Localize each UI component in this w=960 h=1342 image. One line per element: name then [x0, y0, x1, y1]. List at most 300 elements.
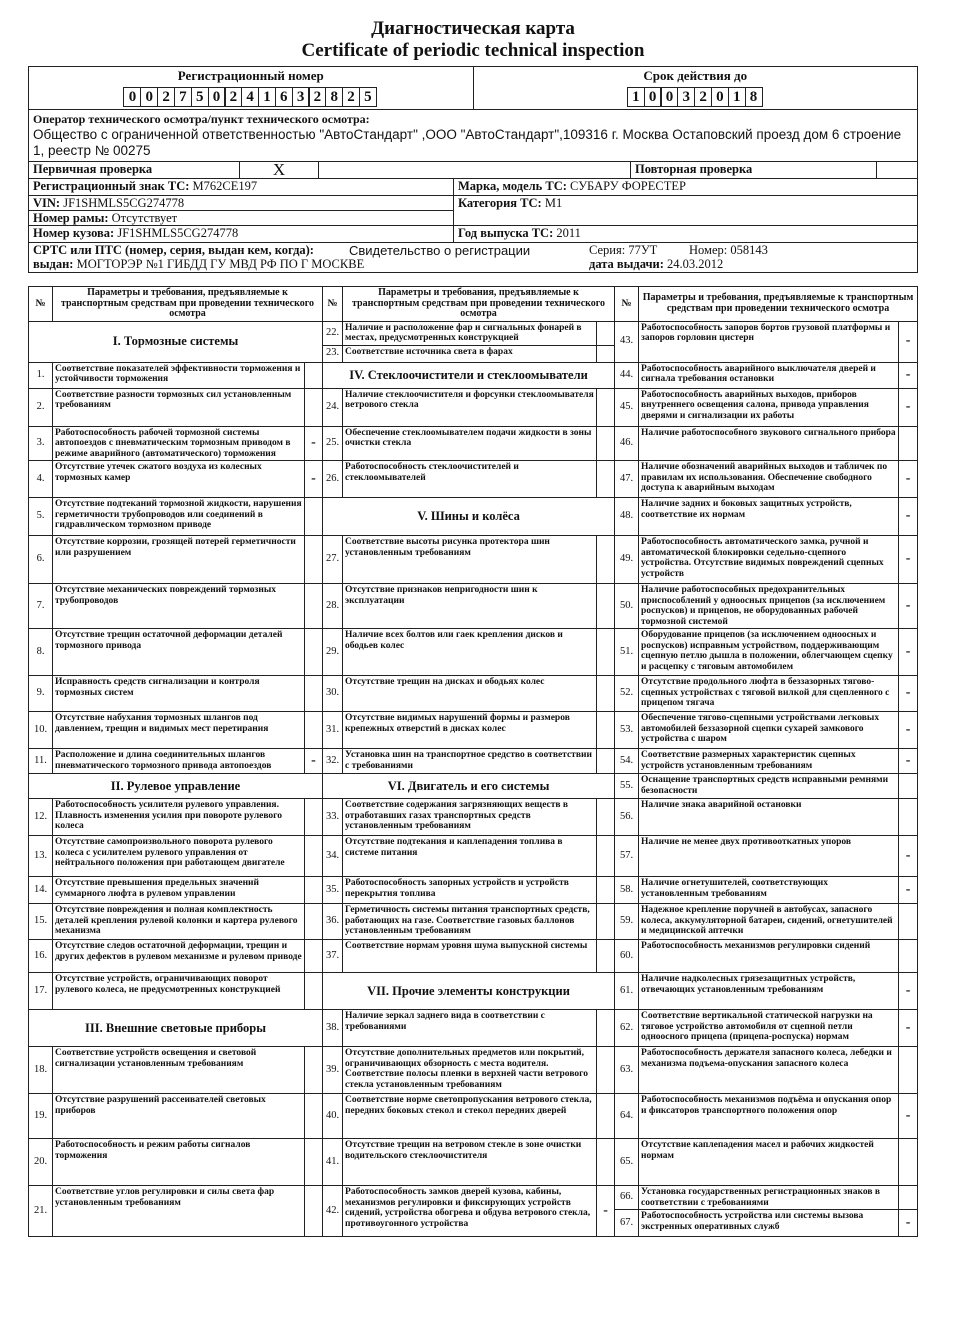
item-text: Обеспечение стеклоомывателем подачи жидкости в зоны очистки стекла [343, 426, 597, 461]
item-number: 32. [323, 749, 343, 774]
item-text: Соответствие устройств освещения и световой сигнализации установленным требованиям [53, 1047, 305, 1094]
section-title: II. Рулевое управление [29, 774, 323, 799]
item-number: 16. [29, 940, 53, 973]
category-label: Категория ТС: [458, 196, 542, 210]
item-text: Отсутствие самопроизвольного поворота рулевого колеса с усилителем рулевого управления от нейтрального положения при работающем двигателе [53, 836, 305, 877]
vehicle-row-3 [28, 226, 918, 243]
issue-date-label: дата выдачи: [589, 257, 664, 271]
item-number: 28. [323, 584, 343, 629]
item-result [597, 426, 615, 461]
item-text: Работоспособность устройства или системы вызова экстренных оперативных служб [639, 1210, 899, 1237]
item-result: - [899, 629, 918, 676]
item-number: 7. [29, 584, 53, 629]
item-number: 2. [29, 388, 53, 426]
item-number: 52. [615, 676, 639, 712]
item-number: 25. [323, 426, 343, 461]
item-number: 23. [323, 345, 343, 362]
item-result [305, 536, 323, 584]
item-number: 50. [615, 584, 639, 629]
item-text: Установка шин на транспортное средство в соответствии с требованиями [343, 749, 597, 774]
item-text: Соответствие углов регулировки и силы света фар установленным требованиям [53, 1186, 305, 1237]
header-params: Параметры и требования, предъявляемые к транспортным средствам при проведении технического осмотра [53, 287, 323, 322]
item-number: 35. [323, 877, 343, 904]
item-text: Отсутствие превышения предельных значений суммарного люфта в рулевом управлении [53, 877, 305, 904]
registration-label: Регистрационный номер [177, 68, 324, 83]
table-row [29, 749, 918, 774]
item-number: 63. [615, 1047, 639, 1094]
item-number: 17. [29, 973, 53, 1010]
item-text: Отсутствие набухания тормозных шлангов под давлением, трещин и видимых мест перетирания [53, 712, 305, 749]
item-result: - [305, 749, 323, 774]
title-en: Certificate of periodic technical inspection [301, 40, 645, 61]
operator-block [28, 110, 918, 162]
plate-value: М762СЕ197 [192, 179, 258, 193]
repeat-check-box [877, 162, 917, 178]
item-result [597, 321, 615, 345]
registration-digit-3: 7 [174, 87, 192, 107]
validity-digit-0: 1 [627, 87, 645, 107]
table-row [29, 940, 918, 973]
item-number: 29. [323, 629, 343, 676]
item-result [899, 774, 918, 799]
item-result [305, 388, 323, 426]
item-result [899, 1186, 918, 1210]
operator-text: Общество с ограниченной ответственностью "АвтоСтандарт" ,ООО "АвтоСтандарт",109316 г. Москва Остаповский проезд дом 6 строение 1, реестр № 00275 [33, 127, 902, 158]
item-result [597, 1047, 615, 1094]
item-result [305, 904, 323, 940]
section-title: VII. Прочие элементы конструкции [323, 973, 615, 1010]
series-label: Серия: [589, 243, 626, 257]
item-result [899, 799, 918, 836]
item-number: 5. [29, 498, 53, 536]
item-result: - [899, 461, 918, 498]
item-text: Отсутствие механических повреждений тормозных трубопроводов [53, 584, 305, 629]
item-result [597, 712, 615, 749]
item-text: Отсутствие видимых нарушений формы и размеров крепежных отверстий в дисках колес [343, 712, 597, 749]
item-number: 41. [323, 1139, 343, 1186]
document-label: СРТС или ПТС (номер, серия, выдан кем, когда): [33, 243, 314, 257]
inspection-table [28, 286, 918, 1237]
spacer [319, 162, 631, 178]
body-label: Номер кузова: [33, 226, 115, 240]
item-text: Наличие всех болтов или гаек крепления дисков и ободьев колес [343, 629, 597, 676]
item-text: Отсутствие каплепадения масел и рабочих жидкостей нормам [639, 1139, 899, 1186]
item-result [597, 799, 615, 836]
item-result [305, 836, 323, 877]
section-title: V. Шины и колёса [323, 498, 615, 536]
item-text: Работоспособность аварийных выходов, приборов внутреннего освещения салона, привода управления дверями и сигнализации их работы [639, 388, 899, 426]
validity-digit-1: 0 [644, 87, 662, 107]
item-number: 64. [615, 1094, 639, 1139]
item-text: Оборудование прицепов (за исключением одноосных и роспусков) исправным устройством, поддерживающим сцепную петлю дышла в положении, облегчающем сцепку и расцепку с тяговым автомобилем [639, 629, 899, 676]
item-number: 47. [615, 461, 639, 498]
registration-digit-1: 0 [140, 87, 158, 107]
item-number: 31. [323, 712, 343, 749]
validity-digit-3: 3 [677, 87, 695, 107]
item-number: 12. [29, 799, 53, 836]
table-row [29, 1139, 918, 1186]
item-number: 46. [615, 426, 639, 461]
number-label: Номер: [689, 243, 728, 257]
item-result [597, 749, 615, 774]
registration-digit-6: 2 [224, 87, 242, 107]
operator-label: Оператор технического осмотра/пункт технического осмотра: [33, 112, 370, 126]
item-result [899, 940, 918, 973]
item-number: 6. [29, 536, 53, 584]
item-number: 18. [29, 1047, 53, 1094]
table-row [29, 1047, 918, 1094]
item-result [597, 940, 615, 973]
vin-label: VIN: [33, 196, 61, 210]
item-result [899, 904, 918, 940]
table-row [29, 1094, 918, 1139]
item-text: Отсутствие разрушений рассеивателей световых приборов [53, 1094, 305, 1139]
header-params: Параметры и требования, предъявляемые к транспортным средствам при проведении технического осмотра [639, 287, 918, 322]
item-result [305, 676, 323, 712]
table-row [29, 362, 918, 388]
item-number: 11. [29, 749, 53, 774]
table-row [29, 629, 918, 676]
item-text: Отсутствие трещин на дисках и ободьях колес [343, 676, 597, 712]
item-text: Работоспособность аварийного выключателя дверей и сигнала требования остановки [639, 362, 899, 388]
item-text: Наличие не менее двух противооткатных упоров [639, 836, 899, 877]
item-text: Работоспособность рабочей тормозной системы автопоездов с пневматическим тормозным приводом в режиме аварийного (автоматического) торможения [53, 426, 305, 461]
item-text: Наличие стеклоочистителя и форсунки стеклоомывателя ветрового стекла [343, 388, 597, 426]
validity-date [473, 67, 918, 109]
item-number: 3. [29, 426, 53, 461]
item-text: Работоспособность держателя запасного колеса, лебедки и механизма подъема-опускания запасного колеса [639, 1047, 899, 1094]
item-text: Соответствие вертикальной статической нагрузки на тяговое устройство автомобиля от сцепной петли одноосного прицепа (прицепа-роспуска) нормам [639, 1010, 899, 1047]
item-number: 54. [615, 749, 639, 774]
body-value: JF1SHMLS5CG274778 [117, 226, 239, 240]
registration-digit-11: 2 [308, 87, 326, 107]
item-text: Наличие обозначений аварийных выходов и табличек по правилам их использования. Обеспечение свободного доступа к аварийным выходам [639, 461, 899, 498]
issue-date: 24.03.2012 [667, 257, 724, 271]
item-result [597, 904, 615, 940]
item-number: 34. [323, 836, 343, 877]
number-value: 058143 [730, 243, 768, 257]
validity-digit-7: 8 [745, 87, 763, 107]
inspection-type-row [28, 162, 918, 179]
section-title: IV. Стеклоочистители и стеклоомыватели [323, 362, 615, 388]
frame-value: Отсутствует [111, 211, 178, 225]
item-text: Соответствие норме светопропускания ветрового стекла, передних боковых стекол и стекол передних дверей [343, 1094, 597, 1139]
item-result [597, 877, 615, 904]
header-num: № [615, 287, 639, 322]
item-number: 61. [615, 973, 639, 1010]
item-text: Работоспособность механизмов регулировки сидений [639, 940, 899, 973]
item-text: Соответствие высоты рисунка протектора шин установленным требованиям [343, 536, 597, 584]
item-result: - [899, 836, 918, 877]
item-result [597, 676, 615, 712]
item-text: Наличие задних и боковых защитных устройств, соответствие их нормам [639, 498, 899, 536]
table-row [29, 388, 918, 426]
item-result [597, 1139, 615, 1186]
item-text: Отсутствие подтеканий тормозной жидкости, нарушения герметичности трубопроводов или соединений в гидравлическом тормозном приводе [53, 498, 305, 536]
table-row [29, 321, 918, 345]
item-text: Расположение и длина соединительных шлангов пневматического тормозного привода автопоездов [53, 749, 305, 774]
item-text: Отсутствие утечек сжатого воздуха из колесных тормозных камер [53, 461, 305, 498]
item-number: 53. [615, 712, 639, 749]
item-text: Работоспособность механизмов подъёма и опускания опор и фиксаторов транспортного положения опор [639, 1094, 899, 1139]
item-result [597, 388, 615, 426]
registration-digit-13: 2 [342, 87, 360, 107]
make-value: СУБАРУ ФОРЕСТЕР [570, 179, 686, 193]
registration-digits [125, 87, 377, 107]
item-number: 27. [323, 536, 343, 584]
item-result [597, 629, 615, 676]
issued-label: выдан: [33, 257, 74, 271]
item-number: 13. [29, 836, 53, 877]
primary-check-label: Первичная проверка [33, 162, 153, 176]
primary-check-mark: X [239, 162, 319, 178]
item-result: - [899, 388, 918, 426]
item-result [305, 940, 323, 973]
item-number: 49. [615, 536, 639, 584]
item-text: Работоспособность запорных устройств и устройств перекрытия топлива [343, 877, 597, 904]
item-number: 10. [29, 712, 53, 749]
item-number: 39. [323, 1047, 343, 1094]
item-number: 8. [29, 629, 53, 676]
item-text: Отсутствие трещин на ветровом стекле в зоне очистки водительского стеклоочистителя [343, 1139, 597, 1186]
series-value: 77УТ [628, 243, 658, 257]
item-result: - [899, 1010, 918, 1047]
vin-value: JF1SHMLS5CG274778 [63, 196, 185, 210]
item-text: Соответствие содержания загрязняющих веществ в отработавших газах транспортных средств установленным требованиям [343, 799, 597, 836]
item-number: 51. [615, 629, 639, 676]
item-result [305, 1139, 323, 1186]
header-num: № [29, 287, 53, 322]
item-text: Отсутствие продольного люфта в беззазорных тягово-сцепных устройствах с тяговой вилкой для сцепленного с прицепом тягача [639, 676, 899, 712]
table-row [29, 1186, 918, 1210]
validity-digit-6: 1 [728, 87, 746, 107]
item-number: 19. [29, 1094, 53, 1139]
item-number: 57. [615, 836, 639, 877]
item-text: Соответствие нормам уровня шума выпускной системы [343, 940, 597, 973]
registration-digit-9: 6 [275, 87, 293, 107]
header-params: Параметры и требования, предъявляемые к транспортным средствам при проведении технического осмотра [343, 287, 615, 322]
item-text: Установка государственных регистрационных знаков в соответствии с требованиями [639, 1186, 899, 1210]
item-number: 21. [29, 1186, 53, 1237]
registration-digit-7: 4 [241, 87, 259, 107]
registration-digit-14: 5 [359, 87, 377, 107]
item-result [305, 799, 323, 836]
item-result [597, 461, 615, 498]
item-text: Отсутствие подтекания и каплепадения топлива в системе питания [343, 836, 597, 877]
year-value: 2011 [556, 226, 581, 240]
item-number: 65. [615, 1139, 639, 1186]
item-result [305, 1186, 323, 1237]
item-number: 36. [323, 904, 343, 940]
item-number: 15. [29, 904, 53, 940]
item-text: Работоспособность и режим работы сигналов торможения [53, 1139, 305, 1186]
table-row [29, 461, 918, 498]
item-number: 42. [323, 1186, 343, 1237]
table-header-row [29, 287, 918, 322]
item-result: - [899, 584, 918, 629]
item-number: 44. [615, 362, 639, 388]
item-result [597, 584, 615, 629]
item-result [899, 426, 918, 461]
table-row [29, 584, 918, 629]
item-text: Отсутствие следов остаточной деформации, трещин и других дефектов в рулевом механизме и рулевом приводе [53, 940, 305, 973]
item-result [305, 712, 323, 749]
item-number: 37. [323, 940, 343, 973]
item-text: Надежное крепление поручней в автобусах, запасного колеса, аккумуляторной батареи, сидений, огнетушителей и медицинской аптечки [639, 904, 899, 940]
item-number: 24. [323, 388, 343, 426]
validity-digit-2: 0 [660, 87, 678, 107]
registration-digit-12: 8 [325, 87, 343, 107]
item-text: Работоспособность запоров бортов грузовой платформы и запоров горловин цистерн [639, 321, 899, 362]
item-result: - [899, 362, 918, 388]
vehicle-row-1 [28, 179, 918, 196]
item-text: Наличие и расположение фар и сигнальных фонарей в местах, предусмотренных конструкцией [343, 321, 597, 345]
item-result: - [899, 712, 918, 749]
item-number: 66. [615, 1186, 639, 1210]
item-number: 43. [615, 321, 639, 362]
item-result: - [899, 1094, 918, 1139]
item-number: 1. [29, 362, 53, 388]
table-row [29, 1010, 918, 1047]
validity-digit-5: 0 [711, 87, 729, 107]
item-result [305, 629, 323, 676]
validity-label: Срок действия до [643, 68, 748, 83]
item-text: Отсутствие дополнительных предметов или покрытий, ограничивающих обзорность с места водителя. Соответствие полосы пленки в верхней части ветрового стекла установленным требованиям [343, 1047, 597, 1094]
item-text: Соответствие размерных характеристик сцепных устройств установленным требованиям [639, 749, 899, 774]
table-row [29, 774, 918, 799]
item-result [597, 836, 615, 877]
document-type: Свидетельство о регистрации [349, 243, 531, 258]
item-result [597, 345, 615, 362]
item-number: 26. [323, 461, 343, 498]
table-row [29, 877, 918, 904]
item-text: Герметичность системы питания транспортных средств, работающих на газе. Соответствие газовых баллонов установленным требованиям [343, 904, 597, 940]
item-number: 38. [323, 1010, 343, 1047]
item-number: 14. [29, 877, 53, 904]
registration-number [29, 67, 473, 109]
issued-by: МОГТОРЭР №1 ГИБДД ГУ МВД РФ ПО Г МОСКВЕ [76, 257, 365, 271]
item-result: - [899, 877, 918, 904]
item-text: Отсутствие повреждения и полная комплектность деталей крепления рулевой колонки и картера рулевого механизма [53, 904, 305, 940]
item-number: 58. [615, 877, 639, 904]
item-text: Наличие огнетушителей, соответствующих установленным требованиям [639, 877, 899, 904]
validity-digit-4: 2 [694, 87, 712, 107]
item-result: - [899, 973, 918, 1010]
validity-digits [628, 87, 763, 107]
table-row [29, 498, 918, 536]
item-result [305, 584, 323, 629]
category-value: M1 [544, 196, 563, 210]
item-number: 48. [615, 498, 639, 536]
registration-digit-5: 0 [208, 87, 226, 107]
item-result [305, 362, 323, 388]
item-result [305, 1047, 323, 1094]
section-title: I. Тормозные системы [29, 321, 323, 362]
item-text: Работоспособность стеклоочистителей и стеклоомывателей [343, 461, 597, 498]
item-result [899, 1139, 918, 1186]
registration-digit-10: 3 [292, 87, 310, 107]
item-result [305, 498, 323, 536]
registration-digit-0: 0 [123, 87, 141, 107]
item-number: 45. [615, 388, 639, 426]
item-text: Работоспособность автоматического замка, ручной и автоматической блокировки седельно-сцепного устройства. Отсутствие видимых повреждений сцепных устройств [639, 536, 899, 584]
item-number: 55. [615, 774, 639, 799]
item-text: Отсутствие устройств, ограничивающих поворот рулевого колеса, не предусмотренных конструкцией [53, 973, 305, 1010]
item-result: - [899, 498, 918, 536]
item-result [305, 973, 323, 1010]
section-title: III. Внешние световые приборы [29, 1010, 323, 1047]
item-text: Наличие знака аварийной остановки [639, 799, 899, 836]
table-row [29, 973, 918, 1010]
item-number: 40. [323, 1094, 343, 1139]
registration-digit-4: 5 [191, 87, 209, 107]
item-result: - [305, 426, 323, 461]
item-number: 20. [29, 1139, 53, 1186]
year-label: Год выпуска ТС: [458, 226, 554, 240]
item-result: - [305, 461, 323, 498]
item-number: 62. [615, 1010, 639, 1047]
table-row [29, 904, 918, 940]
item-text: Наличие работоспособных предохранительных приспособлений у одноосных прицепов (за исключением роспусков) и прицепов, не оборудованных рабочей тормозной системой [639, 584, 899, 629]
item-result: - [899, 321, 918, 362]
item-number: 22. [323, 321, 343, 345]
registration-digit-2: 2 [157, 87, 175, 107]
registration-digit-8: 1 [258, 87, 276, 107]
table-row [29, 676, 918, 712]
make-label: Марка, модель ТС: [458, 179, 567, 193]
plate-label: Регистрационный знак ТС: [33, 179, 190, 193]
item-text: Оснащение транспортных средств исправными ремнями безопасности [639, 774, 899, 799]
item-text: Работоспособность замков дверей кузова, кабины, механизмов регулировки и фиксирующих устройств сидений, устройства обогрева и обдува ветрового стекла, противоугонного устройства [343, 1186, 597, 1237]
table-row [29, 836, 918, 877]
item-result [305, 877, 323, 904]
header-numbers [28, 66, 918, 110]
item-text: Наличие зеркал заднего вида в соответствии с требованиями [343, 1010, 597, 1047]
item-number: 59. [615, 904, 639, 940]
item-number: 67. [615, 1210, 639, 1237]
item-result [305, 1094, 323, 1139]
item-number: 9. [29, 676, 53, 712]
repeat-check-label: Повторная проверка [631, 162, 877, 178]
item-number: 60. [615, 940, 639, 973]
document-row [28, 243, 918, 273]
item-result [597, 1094, 615, 1139]
item-text: Исправность средств сигнализации и контроля тормозных систем [53, 676, 305, 712]
section-title: VI. Двигатель и его системы [323, 774, 615, 799]
item-text: Наличие надколесных грязезащитных устройств, отвечающих установленным требованиям [639, 973, 899, 1010]
item-result [899, 1047, 918, 1094]
item-text: Отсутствие признаков непригодности шин к эксплуатации [343, 584, 597, 629]
item-text: Отсутствие коррозии, грозящей потерей герметичности или разрушением [53, 536, 305, 584]
item-result: - [899, 536, 918, 584]
table-row [29, 536, 918, 584]
item-text: Соответствие источника света в фарах [343, 345, 597, 362]
item-number: 4. [29, 461, 53, 498]
item-text: Работоспособность усилителя рулевого управления. Плавность изменения усилия при повороте рулевого колеса [53, 799, 305, 836]
item-result: - [899, 676, 918, 712]
frame-label: Номер рамы: [33, 211, 109, 225]
item-text: Наличие работоспособного звукового сигнального прибора [639, 426, 899, 461]
table-row [29, 799, 918, 836]
title-ru: Диагностическая карта [371, 18, 575, 39]
item-result: - [597, 1186, 615, 1237]
item-number: 33. [323, 799, 343, 836]
header-num: № [323, 287, 343, 322]
item-result [597, 1010, 615, 1047]
item-text: Обеспечение тягово-сцепными устройствами легковых автомобилей беззазорной сцепки сухарей замкового устройства с шаром [639, 712, 899, 749]
item-text: Соответствие разности тормозных сил установленным требованиям [53, 388, 305, 426]
item-result: - [899, 749, 918, 774]
